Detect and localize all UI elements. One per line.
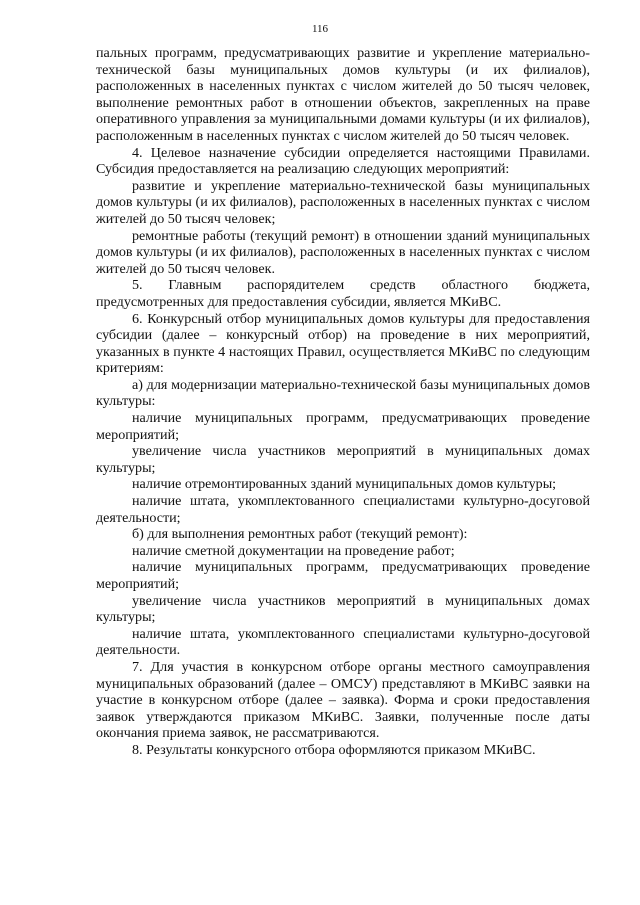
paragraph-criteria-a: а) для модернизации материально-технической базы муниципальных домов культуры: (96, 376, 590, 410)
paragraph-activity-modernization: развитие и укрепление материально-технической базы муниципальных домов культуры (и их филиалов), расположенных в населенных пунктах с числом жителей до 50 тысяч человек; (96, 177, 590, 227)
paragraph-criterion-a2: увеличение числа участников мероприятий в муниципальных домах культуры; (96, 443, 590, 476)
paragraph-criterion-b3: увеличение числа участников мероприятий в муниципальных домах культуры; (96, 592, 590, 626)
paragraph-clause-5: 5. Главным распорядителем средств областного бюджета, предусмотренных для предоставления субсидии, является МКиВС. (96, 277, 590, 310)
document-body (96, 45, 590, 759)
page-number: 116 (311, 23, 329, 35)
paragraph-criterion-b4: наличие штата, укомплектованного специалистами культурно-досуговой деятельности. (96, 625, 590, 659)
paragraph-continuation: пальных программ, предусматривающих развитие и укрепление материально-технической базы муниципальных домов культуры (и их филиалов), расположенных в населенных пунктах с числом жителей до 50 тысяч человек, выполнение ремонтных работ в отношении объектов, закрепленных на праве оперативного управления за муниципальными домами культуры (и их филиалов), расположенным в населенных пунктах с числом жителей до 50 тысяч человек. (96, 45, 590, 144)
paragraph-activity-repair: ремонтные работы (текущий ремонт) в отношении зданий муниципальных домов культуры (и их филиалов), расположенных в населенных пунктах с числом жителей до 50 тысяч человек. (96, 227, 590, 277)
paragraph-criteria-b: б) для выполнения ремонтных работ (текущий ремонт): (132, 526, 468, 543)
paragraph-clause-8: 8. Результаты конкурсного отбора оформляются приказом МКиВС. (132, 741, 536, 758)
paragraph-clause-4: 4. Целевое назначение субсидии определяется настоящими Правилами. Субсидия предоставляется на реализацию следующих мероприятий: (96, 144, 590, 178)
paragraph-criterion-a4: наличие штата, укомплектованного специалистами культурно-досуговой деятельности; (96, 493, 590, 526)
paragraph-criterion-b1: наличие сметной документации на проведение работ; (132, 542, 455, 559)
paragraph-clause-7: 7. Для участия в конкурсном отборе органы местного самоуправления муниципальных образований (далее – ОМСУ) представляют в МКиВС заявки на участие в конкурсном отборе (далее – заявка). Форма и сроки предоставления заявок утверждаются приказом МКиВС. Заявки, полученные после даты окончания приема заявок, не рассматриваются. (96, 658, 590, 742)
paragraph-criterion-a1: наличие муниципальных программ, предусматривающих проведение мероприятий; (96, 410, 590, 443)
paragraph-clause-6: 6. Конкурсный отбор муниципальных домов культуры для предоставления субсидии (далее – конкурсный отбор) на проведение в них мероприятий, указанных в пункте 4 настоящих Правил, осуществляется МКиВС по следующим критериям: (96, 310, 590, 377)
paragraph-criterion-b2: наличие муниципальных программ, предусматривающих проведение мероприятий; (96, 559, 590, 592)
paragraph-criterion-a3: наличие отремонтированных зданий муниципальных домов культуры; (132, 476, 557, 493)
